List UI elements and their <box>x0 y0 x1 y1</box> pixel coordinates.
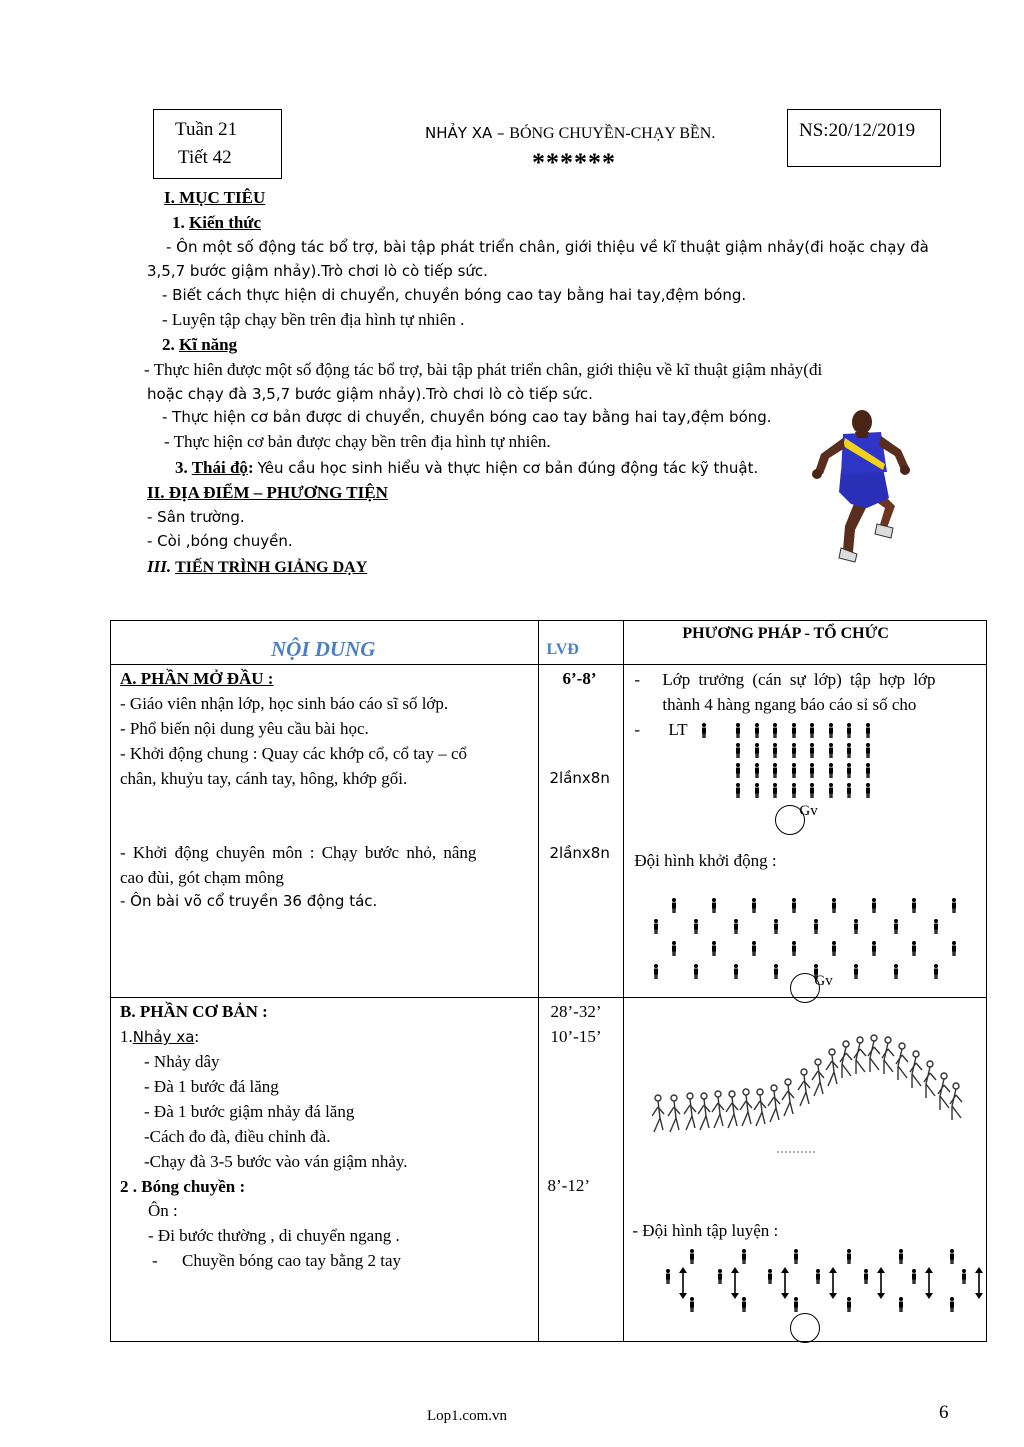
double-arrow-icon <box>974 1266 984 1300</box>
part-b-line6: Ôn : <box>148 1201 178 1220</box>
header-content-cell <box>111 621 539 665</box>
part-b-line2: - Đà 1 bước đá lăng <box>144 1077 279 1096</box>
student-icon <box>910 1268 918 1286</box>
double-arrow-icon <box>876 1266 886 1300</box>
practice-formation-label: - Đội hình tập luyện : <box>632 1221 779 1240</box>
part-b-lvd3: 8’-12’ <box>547 1176 590 1195</box>
title-part2: BÓNG CHUYỀN-CHẠY BỀN. <box>509 125 716 142</box>
section1-number: 1. <box>120 1027 133 1046</box>
student-icon <box>950 940 958 958</box>
knowledge-line2: 3,5,7 bước giậm nhảy).Trò chơi lò cò tiếp sức. <box>147 262 488 280</box>
part-b-lvd2: 10’-15’ <box>550 1027 602 1046</box>
student-icon <box>830 940 838 958</box>
student-icon <box>670 940 678 958</box>
part-b-line8: Chuyền bóng cao tay bằng 2 tay <box>182 1251 402 1270</box>
skills-line3: - Thực hiện cơ bản được di chuyển, chuyền bóng cao tay bằng hai tay,đệm bóng. <box>162 408 772 426</box>
part-a-method-line1: Lớp trưởng (cán sự lớp) tập hợp lớp <box>662 670 936 689</box>
attitude-text: Yêu cầu học sinh hiểu và thực hiện cơ bản đúng động tác kỹ thuật. <box>257 459 759 477</box>
knowledge-heading: 1. Kiến thức <box>172 213 262 232</box>
part-b-content <box>111 998 539 1342</box>
table-row-part-a <box>111 665 987 998</box>
student-icon <box>750 940 758 958</box>
student-icon <box>792 1248 800 1266</box>
student-icon <box>932 918 940 936</box>
part-a-method-dash2: - <box>634 720 641 739</box>
part-a-lvd1: 6’-8’ <box>562 669 597 688</box>
warmup-formation <box>624 665 987 998</box>
lesson-title <box>425 124 715 143</box>
student-icon <box>790 897 798 915</box>
student-icon <box>960 1268 968 1286</box>
student-icon <box>830 897 838 915</box>
student-icon <box>688 1248 696 1266</box>
part-a-lvd2: 2lầnx8n <box>549 769 610 787</box>
part-a-lvd <box>538 665 624 998</box>
student-icon <box>870 940 878 958</box>
table-header-row <box>111 621 987 665</box>
student-icon <box>870 897 878 915</box>
part-b-line5: -Chạy đà 3-5 bước vào ván giậm nhảy. <box>144 1152 408 1171</box>
lesson-table <box>110 620 987 1342</box>
skills-line2: hoặc chạy đà 3,5,7 bước giậm nhảy).Trò chơi lò cò tiếp sức. <box>147 385 593 403</box>
col-method-heading: PHƯƠNG PHÁP - TỔ CHỨC <box>682 625 889 642</box>
objectives-heading: I. MỤC TIÊU <box>164 188 266 207</box>
student-icon <box>766 1268 774 1286</box>
teacher-label-1: Gv <box>799 803 818 819</box>
double-arrow-icon <box>678 1266 688 1300</box>
title-stars: ****** <box>532 148 616 177</box>
section1-colon: : <box>194 1027 200 1046</box>
student-icon <box>790 940 798 958</box>
part-b-section2: 2 . Bóng chuyền : <box>120 1177 246 1196</box>
part-a-line4: chân, khuỷu tay, cánh tay, hông, khớp gối. <box>120 769 408 788</box>
process-heading-roman: III. <box>147 557 172 576</box>
part-b-line4: -Cách đo đà, điều chỉnh đà. <box>144 1127 331 1146</box>
student-icon <box>852 963 860 981</box>
part-a-method <box>624 665 987 998</box>
part-a-method-line2: thành 4 hàng ngang báo cáo sỉ số cho <box>662 695 917 714</box>
header-method-cell <box>624 621 987 665</box>
table-row-part-b <box>111 998 987 1342</box>
student-icon <box>910 940 918 958</box>
student-icon <box>852 918 860 936</box>
part-a-line7: - Ôn bài võ cổ truyền 36 động tác. <box>120 892 378 910</box>
student-icon <box>750 897 758 915</box>
part-b-heading-text: B. PHẦN CƠ BẢN : <box>120 1002 268 1021</box>
week-box <box>153 109 282 179</box>
part-a-method-dash1: - <box>634 670 641 689</box>
student-icon <box>845 1296 853 1314</box>
skills-heading: 2. Kĩ năng <box>162 335 238 354</box>
warmup-formation-label: Đội hình khởi động : <box>634 851 777 870</box>
part-b-lvd1: 28’-32’ <box>550 1002 602 1021</box>
student-icon <box>897 1296 905 1314</box>
student-icon <box>932 963 940 981</box>
student-icon <box>710 897 718 915</box>
student-icon <box>692 963 700 981</box>
part-b-method <box>624 998 987 1342</box>
student-icon <box>845 1248 853 1266</box>
part-a-line1: - Giáo viên nhận lớp, học sinh báo cáo sĩ số lớp. <box>120 694 449 713</box>
col-lvd-heading: LVĐ <box>546 641 579 658</box>
student-icon <box>897 1248 905 1266</box>
student-icon <box>792 1296 800 1314</box>
student-icon <box>732 963 740 981</box>
student-icon <box>892 963 900 981</box>
header-lvd-cell <box>538 621 624 665</box>
part-b-line1: - Nhảy dây <box>144 1052 220 1071</box>
date-box <box>787 109 941 167</box>
part-b-line8-dash: - <box>152 1251 158 1270</box>
student-icon <box>812 918 820 936</box>
knowledge-line3: - Biết cách thực hiện di chuyển, chuyền bóng cao tay bằng hai tay,đệm bóng. <box>162 286 747 304</box>
student-icon <box>772 918 780 936</box>
student-icon <box>740 1248 748 1266</box>
student-icon <box>652 918 660 936</box>
location-heading: II. ĐỊA ĐIỂM – PHƯƠNG TIỆN <box>147 483 388 502</box>
runner-illustration <box>805 408 923 566</box>
skills-line4: - Thực hiện cơ bản được chạy bền trên địa hình tự nhiên. <box>164 432 551 451</box>
student-icon <box>862 1268 870 1286</box>
part-b-line3: - Đà 1 bước giậm nhảy đá lăng <box>144 1102 355 1121</box>
process-heading-text: TIẾN TRÌNH GIẢNG DẠY <box>175 559 368 576</box>
week-label: Tuần 21 <box>175 119 238 140</box>
title-part1: NHẢY XA – <box>425 124 510 142</box>
part-b-line7: - Đi bước thường , di chuyển ngang . <box>148 1226 400 1245</box>
student-icon <box>950 897 958 915</box>
student-icon <box>688 1296 696 1314</box>
student-icon <box>716 1268 724 1286</box>
location-item1: - Sân trường. <box>147 508 245 526</box>
part-a-line3: - Khởi động chung : Quay các khớp cổ, cổ tay – cổ <box>120 744 468 763</box>
date-label: NS:20/12/2019 <box>799 120 916 141</box>
student-icon <box>710 940 718 958</box>
class-leader-label: LT <box>668 720 688 739</box>
page-number: 6 <box>939 1402 949 1423</box>
double-arrow-icon <box>924 1266 934 1300</box>
student-icon <box>740 1296 748 1314</box>
student-icon <box>948 1296 956 1314</box>
part-a-line6: cao đùi, gót chạm mông <box>120 868 284 887</box>
student-icon <box>772 963 780 981</box>
location-item2: - Còi ,bóng chuyền. <box>147 532 293 550</box>
footer-site: Lop1.com.vn <box>427 1408 507 1424</box>
part-b-section1 <box>120 1027 199 1047</box>
skills-line1: - Thực hiên được một số động tác bổ trợ, bài tập phát triển chân, giới thiệu về kĩ thuật giậm nhảy(đi <box>144 360 823 379</box>
student-icon <box>670 897 678 915</box>
double-arrow-icon <box>780 1266 790 1300</box>
process-heading <box>147 557 367 577</box>
part-a-lvd3: 2lầnx8n <box>549 844 610 862</box>
part-a-content <box>111 665 539 998</box>
student-icon <box>892 918 900 936</box>
part-b-heading <box>120 1002 268 1022</box>
practice-formation <box>624 998 987 1342</box>
student-icon <box>664 1268 672 1286</box>
part-a-line5: - Khởi động chuyên môn : Chạy bước nhỏ, nâng <box>120 843 477 862</box>
double-arrow-icon <box>828 1266 838 1300</box>
teacher-label-2: Gv <box>814 973 833 989</box>
student-icon <box>948 1248 956 1266</box>
knowledge-line1: - Ôn một số động tác bổ trợ, bài tập phát triển chân, giới thiệu về kĩ thuật giậm nhảy(đi hoặc chạy đà <box>166 238 929 256</box>
knowledge-line4: - Luyện tập chạy bền trên địa hình tự nhiên . <box>162 310 465 329</box>
part-a-heading: A. PHẦN MỞ ĐẦU : <box>120 669 274 688</box>
attitude-line: 3. Thái độ: Yêu cầu học sinh hiểu và thực hiện cơ bản đúng động tác kỹ thuật. <box>175 458 759 477</box>
part-b-lvd <box>538 998 624 1342</box>
student-icon <box>732 918 740 936</box>
student-icon <box>692 918 700 936</box>
period-label: Tiết 42 <box>178 147 232 168</box>
student-icon <box>910 897 918 915</box>
student-icon <box>652 963 660 981</box>
section1-title: Nhảy xa <box>132 1028 195 1046</box>
col-content-heading: NỘI DUNG <box>271 637 376 661</box>
part-a-line2: - Phổ biến nội dung yêu cầu bài học. <box>120 719 369 738</box>
student-icon <box>814 1268 822 1286</box>
double-arrow-icon <box>730 1266 740 1300</box>
